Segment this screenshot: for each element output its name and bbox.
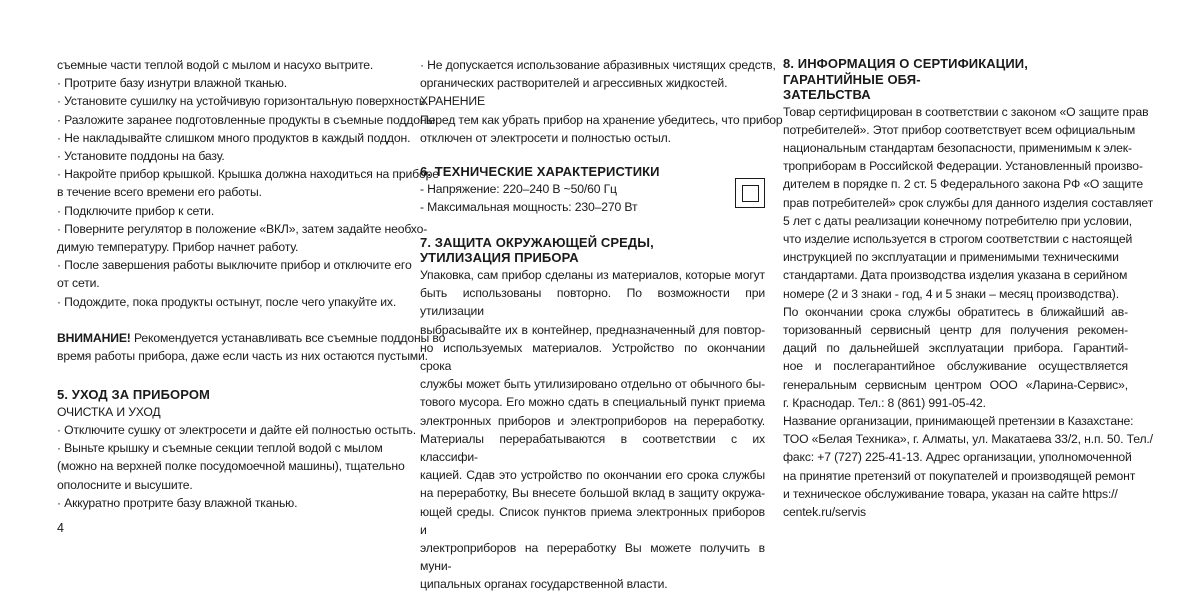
text-line: · Разложите заранее подготовленные продукты в съемные поддоны. xyxy=(57,112,439,127)
text-line: · Выньте крышку и съемные секции теплой водой с мылом xyxy=(57,441,383,456)
text-line: электроприборов на переработку Вы можете получить в муни- xyxy=(420,540,765,574)
text-line: на переработку, Вы внесете большой вклад в защиту окружа- xyxy=(420,486,765,501)
text-line: ное и послегарантийное обслуживание осуществляется xyxy=(783,359,1128,374)
text-line: · Аккуратно протрите базу влажной тканью. xyxy=(57,495,298,510)
text-line: потребителей». Этот прибор соответствует всем официальным xyxy=(783,122,1136,137)
specifications xyxy=(420,180,765,216)
text-line: службы может быть утилизировано отдельно от обычного бы- xyxy=(420,377,765,392)
text-line: торизованный сервисный центр для получения рекомен- xyxy=(783,322,1128,337)
text-line: дителем в порядке п. 2 ст. 5 Федерального закона РФ «О защите xyxy=(783,177,1144,192)
text-line: · Накройте прибор крышкой. Крышка должна находиться на приборе xyxy=(57,167,439,182)
section-5-subtitle: ОЧИСТКА И УХОД xyxy=(57,404,161,419)
text-line: · Установите сушилку на устойчивую горизонтальную поверхность. xyxy=(57,94,429,109)
column-right xyxy=(783,56,1154,521)
text-line: г. Краснодар. Тел.: 8 (861) 991-05-42. xyxy=(783,395,986,410)
text-line: от сети. xyxy=(57,276,100,291)
spec-power: - Максимальная мощность: 230–270 Вт xyxy=(420,199,638,214)
text-line: димую температуру. Прибор начнет работу. xyxy=(57,240,299,255)
text-line: · Протрите базу изнутри влажной тканью. xyxy=(57,76,287,91)
storage-text xyxy=(420,56,783,147)
text-line: · После завершения работы выключите прибор и отключите его xyxy=(57,258,412,273)
text-line: · Не накладывайте слишком много продуктов в каждый поддон. xyxy=(57,130,411,145)
text-line: centek.ru/servis xyxy=(783,504,866,519)
text-line: · Не допускается использование абразивных чистящих средств, xyxy=(420,58,776,72)
text-line: Название организации, принимающей претензии в Казахстане: xyxy=(783,413,1134,428)
text-line: электронных приборов и электроприборов на переработку. xyxy=(420,413,765,428)
section-8-title-line1: 8. ИНФОРМАЦИЯ О СЕРТИФИКАЦИИ, ГАРАНТИЙНЫЕ ОБЯ- xyxy=(783,56,1028,87)
text-line: ТОО «Белая Техника», г. Алматы, ул. Макатаева 33/2, н.п. 50. Тел./ xyxy=(783,432,1153,447)
text-line: Товар сертифицирован в соответствии с законом «О защите прав xyxy=(783,104,1149,119)
text-line: кацией. Сдав это устройство по окончании его срока службы xyxy=(420,468,765,483)
text-line: Материалы перерабатываются в соответствии с их классифи- xyxy=(420,431,765,464)
text-line: · Установите поддоны на базу. xyxy=(57,149,225,164)
warning-note xyxy=(57,329,446,365)
section-8-title xyxy=(783,56,1128,103)
text-line: По окончании срока службы обратитесь в ближайший ав- xyxy=(783,304,1128,319)
text-line: отключен от электросети и полностью остыл. xyxy=(420,130,671,145)
text-line: органических растворителей и агрессивных жидкостей. xyxy=(420,76,728,91)
text-line: (можно на верхней полке посудомоечной машины), тщательно xyxy=(57,459,405,474)
instructions-continued xyxy=(57,56,439,311)
text-line: прав потребителей» срок службы для данного изделия составляет xyxy=(783,195,1154,210)
page-number: 4 xyxy=(57,521,64,535)
warning-text: Рекомендуется устанавливать все съемные поддоны во xyxy=(130,330,446,345)
text-line: и техническое обслуживание товара, указан на сайте https:// xyxy=(783,486,1118,501)
text-line: тового мусора. Его можно сдать в специальный пункт приема xyxy=(420,395,765,410)
text-line: быть использованы повторно. По возможности при утилизации xyxy=(420,286,765,319)
text-line: · Подключите прибор к сети. xyxy=(57,203,215,218)
double-insulation-icon xyxy=(735,178,765,208)
certification-text xyxy=(783,103,1154,522)
section-6-title: 6. ТЕХНИЧЕСКИЕ ХАРАКТЕРИСТИКИ xyxy=(420,164,660,180)
section-5-title: 5. УХОД ЗА ПРИБОРОМ xyxy=(57,387,210,403)
text-line xyxy=(57,329,446,347)
text-line: · Подождите, пока продукты остынут, после чего упакуйте их. xyxy=(57,294,397,309)
text-line: номере (2 и 3 знаки - год, 4 и 5 знаки – месяц производства). xyxy=(783,286,1119,301)
column-left xyxy=(57,56,446,512)
text-line: троприборам в Российской Федерации. Установленный произво- xyxy=(783,159,1143,174)
section-8-title-line2: ЗАТЕЛЬСТВА xyxy=(783,87,871,102)
text-line: Упаковка, сам прибор сделаны из материалов, которые могут xyxy=(420,267,765,282)
care-instructions xyxy=(57,421,416,512)
text-line: 5 лет с даты реализации конечному потребителю при условии, xyxy=(783,213,1133,228)
spec-voltage: - Напряжение: 220–240 В ~50/60 Гц xyxy=(420,181,617,196)
section-7-title-line2: УТИЛИЗАЦИЯ ПРИБОРА xyxy=(420,250,579,266)
column-middle xyxy=(420,56,783,594)
text-line: съемные части теплой водой с мылом и насухо вытрите. xyxy=(57,58,374,72)
text-line: что изделие используется в строгом соответствии с настоящей xyxy=(783,231,1133,246)
text-line: ципальных органах государственной власти. xyxy=(420,577,668,592)
text-line: время работы прибора, даже если часть из них остаются пустыми. xyxy=(57,349,428,364)
text-line: · Поверните регулятор в положение «ВКЛ», затем задайте необхо- xyxy=(57,221,428,236)
section-7-title-line1: 7. ЗАЩИТА ОКРУЖАЮЩЕЙ СРЕДЫ, xyxy=(420,234,654,250)
recycling-text xyxy=(420,266,765,594)
text-line: но используемых материалов. Устройство по окончании срока xyxy=(420,340,765,373)
text-line: выбрасывайте их в контейнер, предназначенный для повтор- xyxy=(420,322,765,337)
text-line: · Отключите сушку от электросети и дайте ей полностью остыть. xyxy=(57,422,416,437)
text-line: факс: +7 (727) 225-41-13. Адрес организации, уполномоченной xyxy=(783,450,1132,465)
text-line: на принятие претензий от покупателей и производящей ремонт xyxy=(783,468,1136,483)
text-line: ющей среды. Список пунктов приема электронных приборов и xyxy=(420,504,765,537)
section-7-title xyxy=(420,235,765,266)
warning-label: ВНИМАНИЕ! xyxy=(57,330,131,345)
text-line: инструкцией по эксплуатации и применимыми техническими xyxy=(783,250,1119,265)
storage-heading: ХРАНЕНИЕ xyxy=(420,94,485,109)
text-line: Перед тем как убрать прибор на хранение убедитесь, что прибор xyxy=(420,112,783,127)
text-line: национальным стандартам безопасности, применимым к элек- xyxy=(783,140,1132,155)
text-line: даций по дальнейшей эксплуатации прибора. Гарантий- xyxy=(783,341,1128,356)
text-line: ополосните и высушите. xyxy=(57,477,193,492)
text-line: генеральным сервисным центром ООО «Ларина-Сервис», xyxy=(783,377,1128,392)
text-line: стандартами. Дата производства изделия указана в серийном xyxy=(783,268,1128,283)
text-line: в течение всего времени его работы. xyxy=(57,185,262,200)
